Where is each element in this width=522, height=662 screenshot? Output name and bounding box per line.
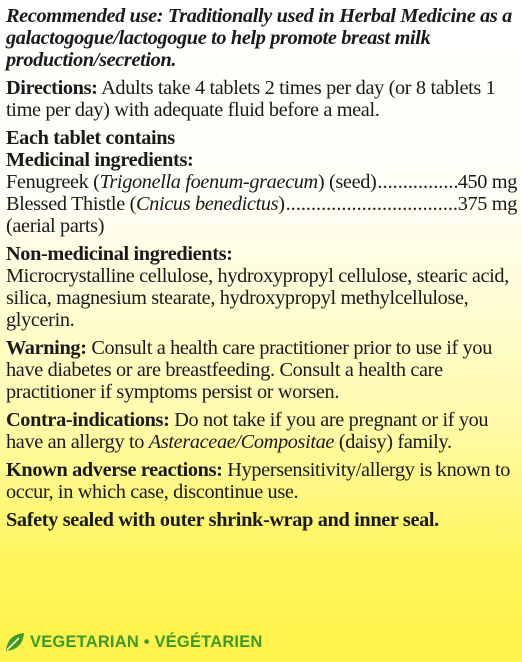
leaf-icon — [4, 631, 26, 653]
non-medicinal-text: Microcrystalline cellulose, hydroxypropyl cellulose, stearic acid, silica, magnesium stearate, hydroxypropyl methylcellulose, glycerin. — [6, 265, 509, 331]
adverse-reactions-label: Known adverse reactions: — [6, 459, 223, 481]
ingredient-name: Blessed Thistle ( — [6, 193, 136, 215]
recommended-use-label: Recommended use: — [6, 5, 164, 27]
ingredient-part: ) (seed) — [317, 171, 377, 193]
ingredient-name: Fenugreek ( — [6, 171, 100, 193]
safety-seal-note: Safety sealed with outer shrink-wrap and inner seal. — [6, 509, 439, 531]
warning-label: Warning: — [6, 337, 87, 359]
directions-text: Adults take 4 tablets 2 times per day (or 8 tablets 1 time per day) with adequate fluid before a meal. — [6, 77, 496, 121]
warning — [6, 337, 517, 403]
recommended-use — [6, 5, 517, 71]
ingredients-section — [6, 127, 517, 237]
non-medicinal-section — [6, 243, 517, 331]
ingredient-plant-part: (aerial parts) — [6, 215, 105, 237]
adverse-reactions-text: Hypersensitivity/allergy is known to occur, in which case, discontinue use. — [6, 459, 511, 503]
contra-indications-text-after: (daisy) family. — [338, 431, 452, 453]
directions-label: Directions: — [6, 77, 98, 99]
contra-indications-text: Do not take if you are pregnant or if you have an allergy to — [6, 409, 489, 453]
leader-dots — [377, 171, 456, 193]
contra-indications-label: Contra-indications: — [6, 409, 170, 431]
non-medicinal-heading: Non-medicinal ingredients: — [6, 243, 233, 265]
ingredient-part: ) — [278, 193, 285, 215]
leader-dots — [286, 193, 457, 215]
adverse-reactions — [6, 459, 517, 503]
contra-indications-latin: Asteraceae/Compositae — [148, 431, 335, 453]
recommended-use-text: Traditionally used in Herbal Medicine as a galactogogue/lactogogue to help promote breast milk production/secretion. — [6, 5, 512, 71]
vegetarian-badge — [4, 631, 263, 653]
contra-indications — [6, 409, 517, 453]
medicinal-heading: Medicinal ingredients: — [6, 149, 194, 171]
ingredient-row — [6, 193, 517, 215]
directions — [6, 77, 517, 121]
ingredient-row — [6, 171, 517, 193]
each-tablet-heading: Each tablet contains — [6, 127, 175, 149]
ingredient-amount: 450 mg — [457, 171, 517, 193]
ingredient-latin: Cnicus benedictus — [136, 193, 279, 215]
ingredient-latin: Trigonella foenum-graecum — [99, 171, 318, 193]
ingredient-amount: 375 mg — [457, 193, 517, 215]
warning-text: Consult a health care practitioner prior to use if you have diabetes or are breastfeeding. Consult a health care practitioner if symptoms persist or worsen. — [6, 337, 493, 403]
vegetarian-text: VEGETARIAN • VÉGÉTARIEN — [30, 633, 263, 651]
